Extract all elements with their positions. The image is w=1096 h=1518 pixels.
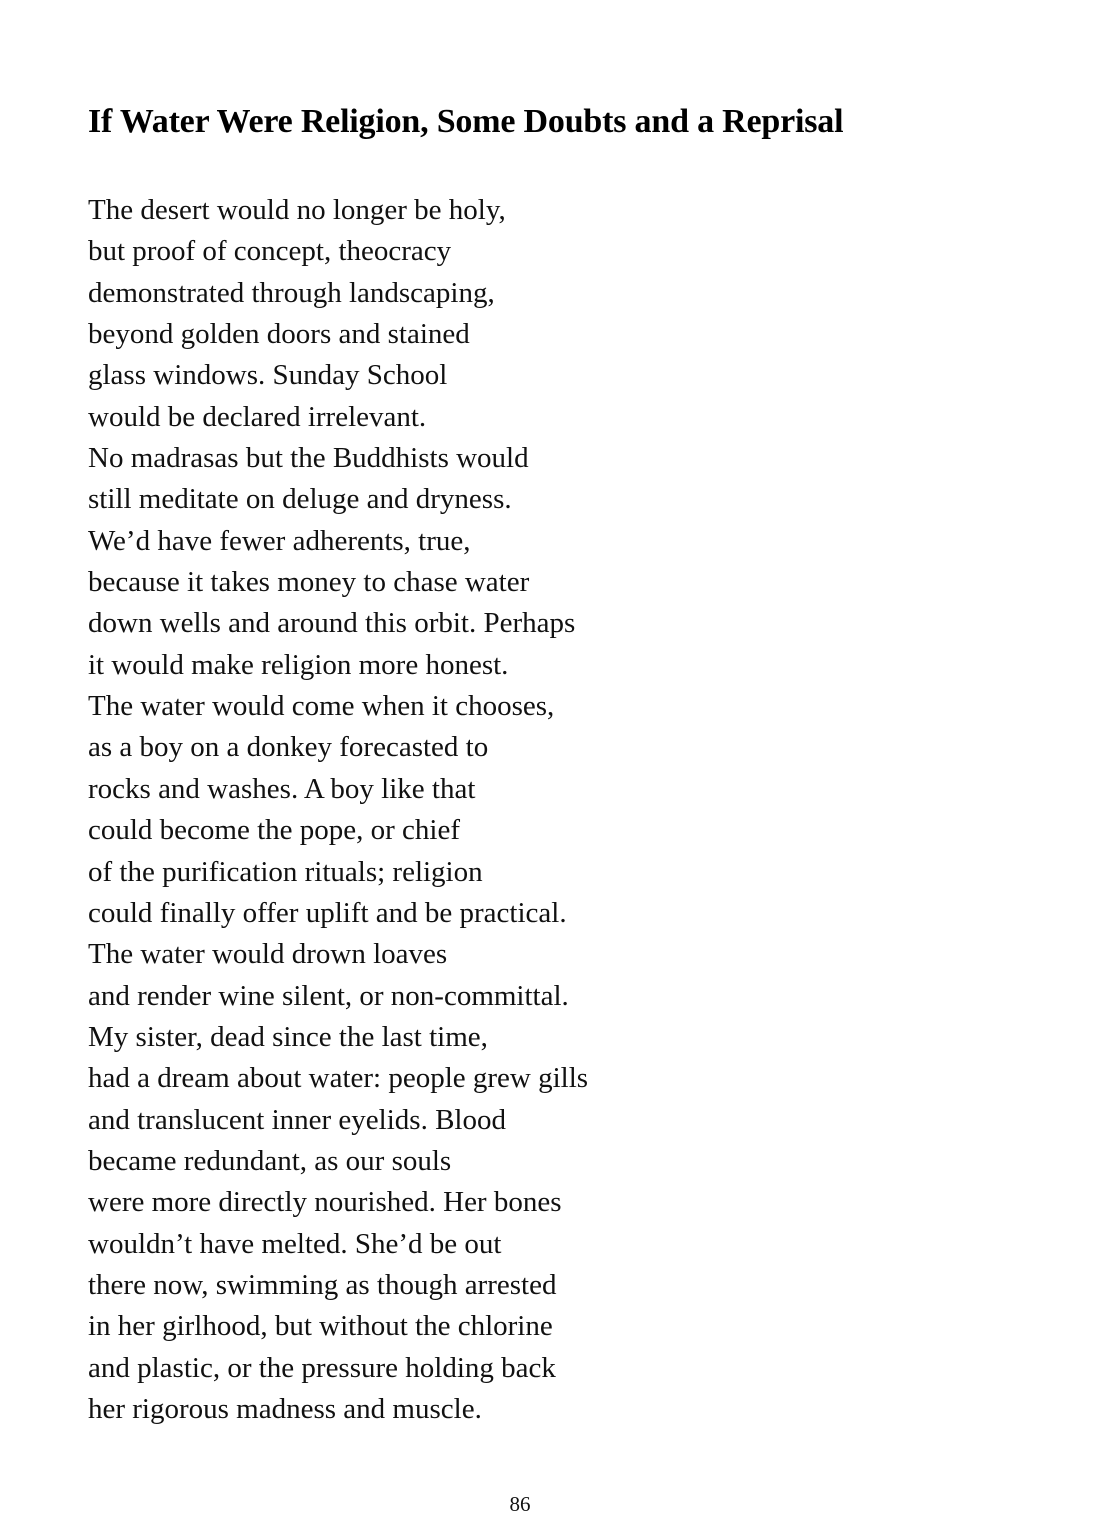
poem-line: as a boy on a donkey forecasted to [88,731,489,764]
poem-line: became redundant, as our souls [88,1144,452,1177]
poem-body [88,190,588,1430]
poem-line: The water would come when it chooses, [88,690,555,723]
poem-line: No madrasas but the Buddhists would [88,442,529,475]
poem-line: demonstrated through landscaping, [88,276,495,309]
poem-line: beyond golden doors and stained [88,318,470,351]
poem-line: down wells and around this orbit. Perhaps [88,607,576,640]
poem-line: still meditate on deluge and dryness. [88,483,512,516]
poem-line: glass windows. Sunday School [88,359,448,392]
poem-line: could become the pope, or chief [88,814,461,847]
page-number: 86 [509,1492,531,1516]
poem-line: and plastic, or the pressure holding back [88,1351,556,1384]
poem-line: it would make religion more honest. [88,648,509,681]
poem-line: We’d have fewer adherents, true, [88,524,471,557]
poem-line: The water would drown loaves [88,938,448,971]
poem-title: If Water Were Religion, Some Doubts and a Reprisal [88,103,844,140]
poem-line: had a dream about water: people grew gills [88,1062,589,1095]
poem-line: could finally offer uplift and be practical. [88,896,567,929]
poem-line: My sister, dead since the last time, [88,1020,488,1053]
poem-line: because it takes money to chase water [88,566,530,599]
poem-line: The desert would no longer be holy, [88,194,506,226]
poem-line: and render wine silent, or non-committal. [88,979,569,1012]
poem-line: were more directly nourished. Her bones [88,1186,562,1219]
poem-line: and translucent inner eyelids. Blood [88,1103,506,1136]
poem-line: of the purification rituals; religion [88,855,483,888]
poem-line: wouldn’t have melted. She’d be out [88,1227,502,1260]
poem-line: there now, swimming as though arrested [88,1268,557,1301]
poem-line: in her girlhood, but without the chlorine [88,1310,553,1343]
poem-line: her rigorous madness and muscle. [88,1392,482,1425]
poem-line: would be declared irrelevant. [88,400,427,433]
poem-line: but proof of concept, theocracy [88,235,452,268]
poem-line: rocks and washes. A boy like that [88,772,476,805]
